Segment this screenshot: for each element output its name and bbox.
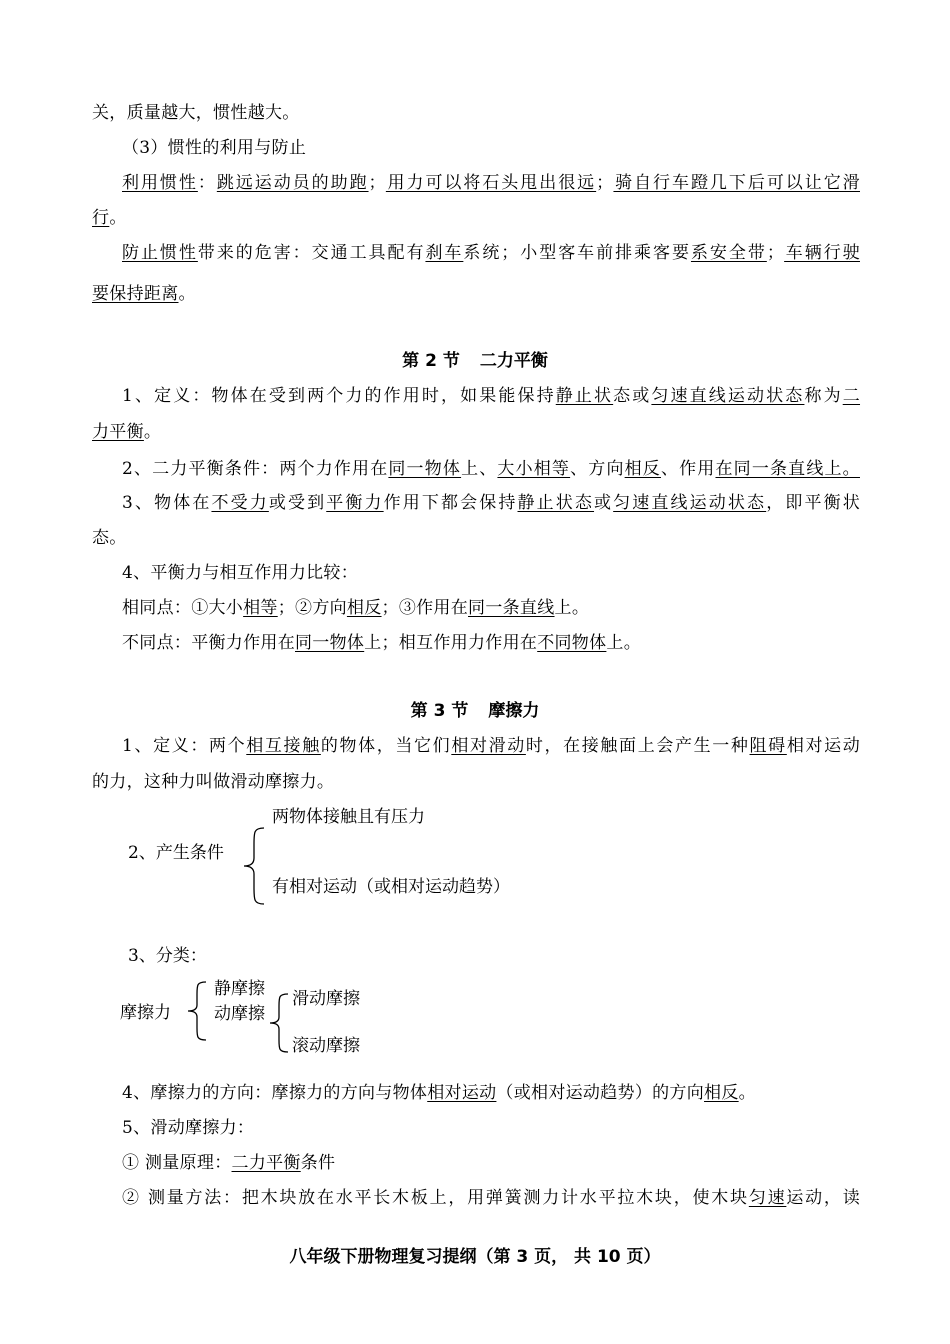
text-line: 不同点：平衡力作用在同一物体上；相互作用力作用在不同物体上。 (122, 633, 642, 653)
condition-2: 有相对运动（或相对运动趋势） (272, 877, 510, 897)
inertia-prevent-line: 防止惯性带来的危害：交通工具配有刹车系统；小型客车前排乘客要系安全带；车辆行驶 (122, 243, 860, 263)
condition-label: 2、产生条件 (128, 843, 224, 863)
text-line: 1、定义：物体在受到两个力的作用时，如果能保持静止状态或匀速直线运动状态称为二 (122, 386, 861, 406)
sliding-friction: 滑动摩擦 (292, 989, 360, 1009)
text-line: 行。 (92, 208, 127, 228)
page-footer: 八年级下册物理复习提纲（第 3 页， 共 10 页） (289, 1247, 661, 1267)
dynamic-friction: 动摩擦 (214, 1004, 265, 1024)
text-line: 4、摩擦力的方向：摩擦力的方向与物体相对运动（或相对运动趋势）的方向相反。 (122, 1083, 756, 1103)
friction-root: 摩擦力 (120, 1003, 171, 1023)
text-line: 4、平衡力与相互作用力比较： (122, 563, 359, 583)
brace-icon (266, 992, 292, 1054)
inertia-use-line: 利用惯性：跳远运动员的助跑；用力可以将石头甩出很远；骑自行车蹬几下后可以让它滑 (122, 173, 860, 193)
brace-icon (184, 980, 210, 1042)
text-line: 态。 (92, 528, 127, 548)
text-line: 5、滑动摩擦力： (122, 1118, 255, 1138)
text-line: 2、二力平衡条件：两个力作用在同一物体上、大小相等、方向相反、作用在同一条直线上。 (122, 459, 860, 479)
text-line: （3）惯性的利用与防止 (122, 138, 307, 158)
section-2-title: 第 2 节 二力平衡 (402, 351, 548, 371)
brace-icon (240, 826, 270, 906)
text-line: ① 测量原理：二力平衡条件 (122, 1153, 336, 1173)
condition-1: 两物体接触且有压力 (272, 807, 425, 827)
text-line: 1、定义：两个相互接触的物体，当它们相对滑动时，在接触面上会产生一种阻碍相对运动 (122, 736, 861, 756)
rolling-friction: 滚动摩擦 (292, 1036, 360, 1056)
section-3-title: 第 3 节 摩擦力 (410, 701, 540, 721)
text-line: 3、物体在不受力或受到平衡力作用下都会保持静止状态或匀速直线运动状态，即平衡状 (122, 493, 860, 513)
text-line: 的力，这种力叫做滑动摩擦力。 (92, 772, 335, 792)
classification-label: 3、分类： (128, 946, 207, 966)
text-line: 相同点：①大小相等；②方向相反；③作用在同一条直线上。 (122, 598, 590, 618)
text-line: 力平衡。 (92, 422, 162, 442)
text-line: 要保持距离。 (92, 284, 196, 304)
text-line: ② 测量方法：把木块放在水平长木板上，用弹簧测力计水平拉木块，使木块匀速运动，读 (122, 1188, 861, 1208)
text-line: 关，质量越大，惯性越大。 (92, 103, 300, 123)
static-friction: 静摩擦 (214, 979, 265, 999)
